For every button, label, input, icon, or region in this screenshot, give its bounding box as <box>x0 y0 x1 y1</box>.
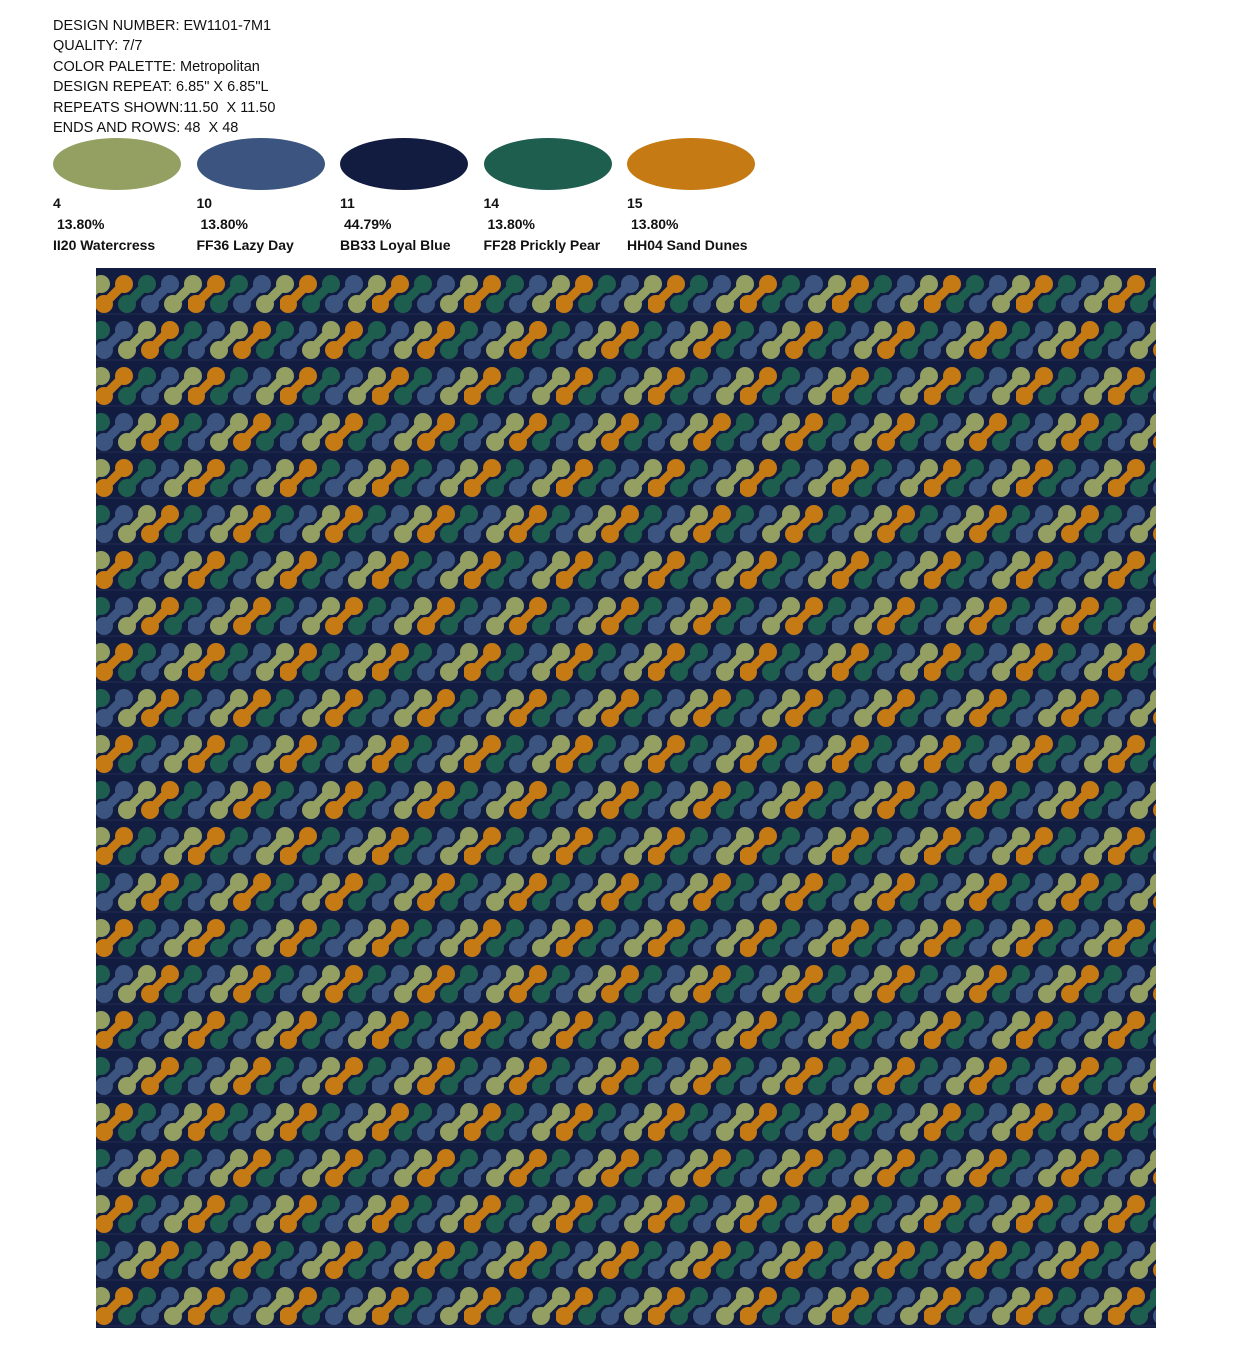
color-percent: 44.79% <box>344 215 392 232</box>
color-chip <box>53 138 181 190</box>
color-number: 11 <box>340 195 355 211</box>
design-spec <box>53 16 275 138</box>
color-number: 14 <box>483 195 500 211</box>
color-number: 15 <box>627 195 643 211</box>
design-number: DESIGN NUMBER: EW1101-7M1 <box>53 18 272 34</box>
color-name: FF36 Lazy Day <box>196 236 294 253</box>
color-swatch <box>53 138 197 255</box>
rug-field <box>96 268 1156 1328</box>
color-chip <box>627 138 755 190</box>
color-name: HH04 Sand Dunes <box>627 236 748 253</box>
color-number: 10 <box>196 195 213 211</box>
ends-and-rows: ENDS AND ROWS: 48 X 48 <box>53 120 239 137</box>
color-swatch <box>340 138 484 255</box>
color-swatch <box>627 138 771 255</box>
repeats-shown: REPEATS SHOWN:11.50 X 11.50 <box>53 99 276 116</box>
color-palette-legend <box>53 138 771 255</box>
color-swatch <box>197 138 341 255</box>
color-chip <box>484 138 612 190</box>
color-swatch <box>484 138 628 255</box>
quality: QUALITY: 7/7 <box>53 38 143 55</box>
color-percent: 13.80% <box>487 215 535 232</box>
color-chip <box>197 138 325 190</box>
color-chip <box>340 138 468 190</box>
color-percent: 13.80% <box>57 215 105 232</box>
color-number: 4 <box>53 195 61 211</box>
color-name: BB33 Loyal Blue <box>340 236 451 253</box>
color-palette: COLOR PALETTE: Metropolitan <box>53 58 260 75</box>
color-percent: 13.80% <box>200 215 248 232</box>
design-repeat: DESIGN REPEAT: 6.85" X 6.85"L <box>53 79 269 96</box>
color-name: FF28 Prickly Pear <box>483 236 601 253</box>
pattern-canvas <box>96 268 1156 1328</box>
color-percent: 13.80% <box>631 215 679 232</box>
color-name: II20 Watercress <box>53 236 156 253</box>
rug-pattern-preview <box>96 268 1156 1328</box>
